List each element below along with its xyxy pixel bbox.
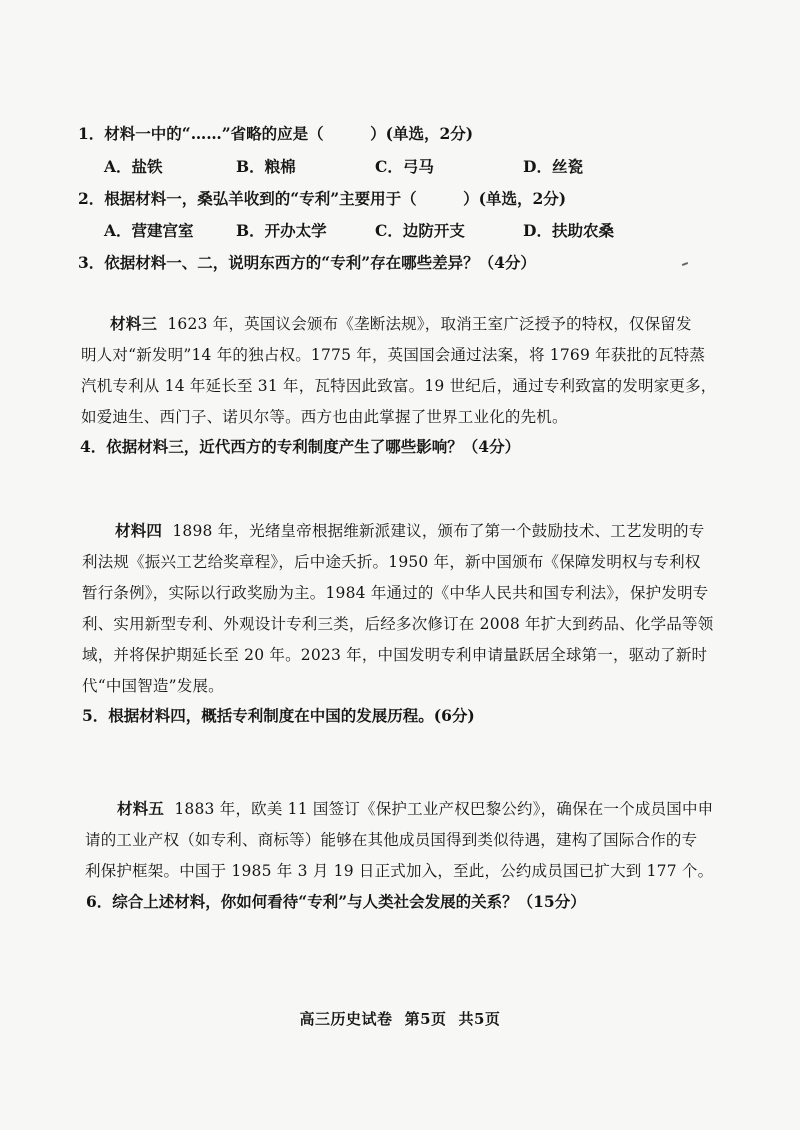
question-2-option-b: B．开办太学 bbox=[236, 221, 327, 240]
question-2-option-a: A．营建宫室 bbox=[104, 221, 194, 240]
material-5-line-1: 材料五 1883 年，欧美 11 国签订《保护工业产权巴黎公约》，确保在一个成员国中申 bbox=[117, 799, 714, 818]
material-5-line-3: 利保护框架。中国于 1985 年 3 月 19 日正式加入，至此，公约成员国已扩大到 177 个。 bbox=[85, 862, 714, 880]
question-3-stem: 3．依据材料一、二，说明东西方的“专利”存在哪些差异？（4分） bbox=[78, 253, 536, 272]
material-5-line-2: 请的工业产权（如专利、商标等）能够在其他成员国得到类似待遇，建构了国际合作的专 bbox=[85, 831, 698, 849]
material-3-line-1: 材料三 1623 年，英国议会颁布《垄断法规》，取消王室广泛授予的特权，仅保留发 bbox=[110, 314, 692, 333]
question-6-stem: 6．综合上述材料，你如何看待“专利”与人类社会发展的关系？（15分） bbox=[86, 892, 586, 911]
question-1-option-a: A．盐铁 bbox=[104, 157, 163, 176]
question-1-option-c: C．弓马 bbox=[375, 157, 434, 176]
material-4-line-5: 域，并将保护期延长至 20 年。2023 年，中国发明专利申请量跃居全球第一，驱动了新时 bbox=[82, 646, 708, 664]
question-1-stem: 1．材料一中的“……”省略的应是（ ）(单选，2分) bbox=[78, 124, 474, 143]
question-2-stem: 2．根据材料一，桑弘羊收到的“专利”主要用于（ ）(单选，2分) bbox=[78, 189, 567, 208]
material-4-line-1: 材料四 1898 年，光绪皇帝根据维新派建议，颁布了第一个鼓励技术、工艺发明的专 bbox=[115, 521, 705, 540]
scan-mark bbox=[682, 262, 688, 266]
material-3-line-4: 如爱迪生、西门子、诺贝尔等。西方也由此掌握了世界工业化的先机。 bbox=[81, 408, 568, 426]
question-1-option-d: D．丝瓷 bbox=[523, 157, 583, 176]
material-5-label: 材料五 bbox=[117, 799, 165, 818]
material-4-line-2: 利法规《振兴工艺给奖章程》，后中途夭折。1950 年，新中国颁布《保障发明权与专利权 bbox=[82, 553, 701, 571]
question-2-option-c: C．边防开支 bbox=[375, 221, 465, 240]
material-4-line-6: 代“中国智造”发展。 bbox=[82, 677, 224, 695]
question-1-option-b: B．粮棉 bbox=[236, 157, 296, 176]
question-2-option-d: D．扶助农桑 bbox=[523, 221, 614, 240]
footer-total-pages: 共5页 bbox=[458, 1010, 501, 1028]
material-4-label: 材料四 bbox=[115, 521, 163, 540]
material-3-label: 材料三 bbox=[110, 314, 158, 333]
material-3-line-2: 明人对“新发明”14 年的独占权。1775 年，英国国会通过法案，将 1769 年获批的瓦特蒸 bbox=[81, 346, 706, 364]
question-4-stem: 4．依据材料三，近代西方的专利制度产生了哪些影响？（4分） bbox=[80, 437, 521, 456]
material-4-line-3: 暂行条例》，实际以行政奖励为主。1984 年通过的《中华人民共和国专利法》，保护发明专 bbox=[82, 584, 709, 602]
footer-subject: 高三历史试卷 bbox=[299, 1010, 393, 1028]
question-5-stem: 5．根据材料四，概括专利制度在中国的发展历程。(6分) bbox=[82, 706, 475, 725]
page-footer bbox=[0, 1008, 800, 1029]
material-3-line-3: 汽机专利从 14 年延长至 31 年，瓦特因此致富。19 世纪后，通过专利致富的发明家更多， bbox=[81, 377, 717, 395]
material-4-line-4: 利、实用新型专利、外观设计专利三类，后经多次修订在 2008 年扩大到药品、化学品等领 bbox=[82, 615, 714, 633]
footer-page-number: 第5页 bbox=[404, 1010, 447, 1028]
